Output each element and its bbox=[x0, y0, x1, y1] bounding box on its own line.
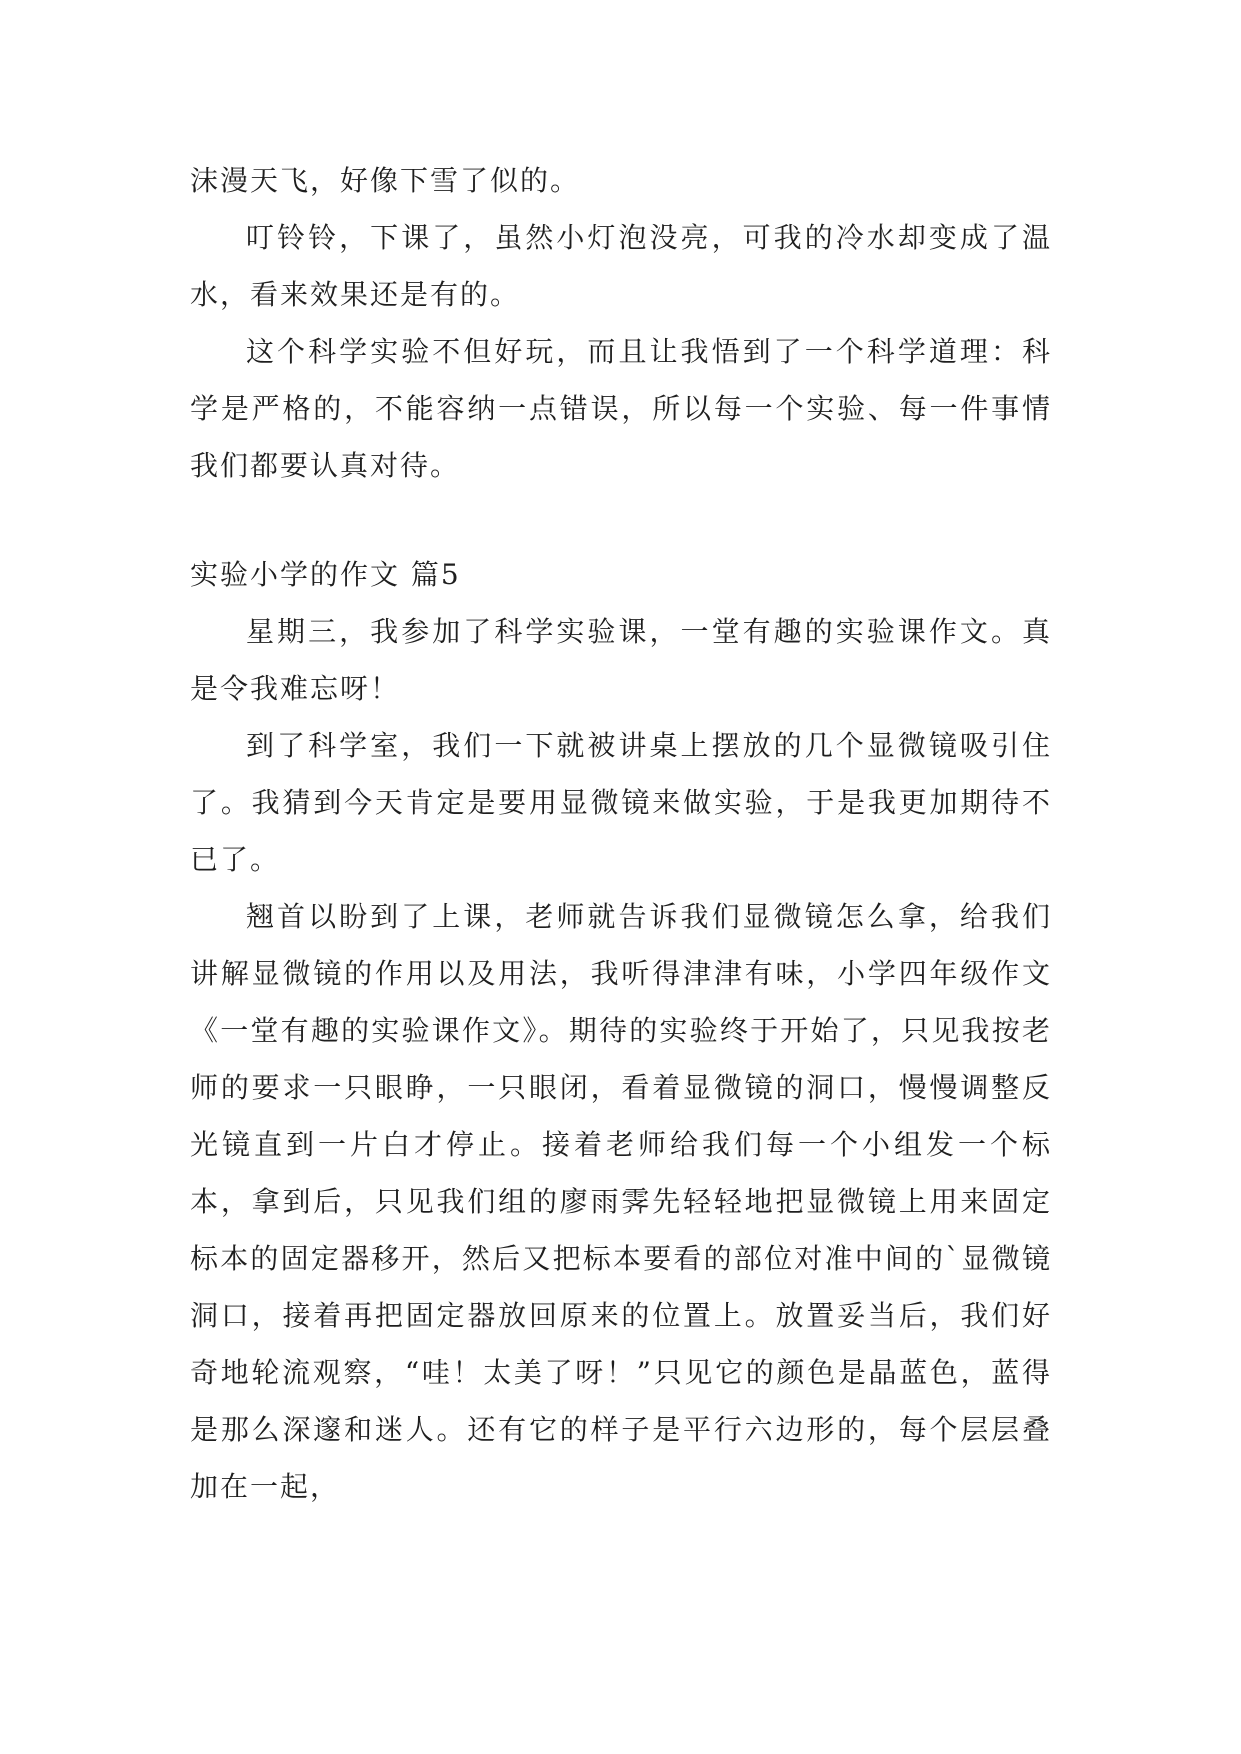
paragraph: 这个科学实验不但好玩，而且让我悟到了一个科学道理：科学是严格的，不能容纳一点错误，所以每一个实验、每一件事情我们都要认真对待。 bbox=[190, 335, 1052, 482]
paragraph: 到了科学室，我们一下就被讲桌上摆放的几个显微镜吸引住了。我猜到今天肯定是要用显微镜来做实验，于是我更加期待不已了。 bbox=[190, 729, 1052, 876]
paragraph: 翘首以盼到了上课，老师就告诉我们显微镜怎么拿，给我们讲解显微镜的作用以及用法，我听得津津有味，小学四年级作文《一堂有趣的实验课作文》。期待的实验终于开始了，只见我按老师的要求一只眼睁，一只眼闭，看着显微镜的洞口，慢慢调整反光镜直到一片白才停止。接着老师给我们每一个小组发一个标本，拿到后，只见我们组的廖雨霁先轻轻地把显微镜上用来固定标本的固定器移开，然后又把标本要看的部位对准中间的`显微镜洞口，接着再把固定器放回原来的位置上。放置妥当后，我们好奇地轮流观察，“哇！太美了呀！”只见它的颜色是晶蓝色，蓝得是那么深邃和迷人。还有它的样子是平行六边形的，每个层层叠加在一起， bbox=[190, 900, 1052, 1503]
paragraph-continued: 沫漫天飞，好像下雪了似的。 bbox=[190, 164, 581, 197]
paragraph: 星期三，我参加了科学实验课，一堂有趣的实验课作文。真是令我难忘呀！ bbox=[190, 615, 1052, 705]
document-page bbox=[190, 152, 1052, 1515]
section-heading: 实验小学的作文 篇5 bbox=[190, 558, 461, 591]
paragraph: 叮铃铃，下课了，虽然小灯泡没亮，可我的冷水却变成了温水，看来效果还是有的。 bbox=[190, 221, 1052, 311]
